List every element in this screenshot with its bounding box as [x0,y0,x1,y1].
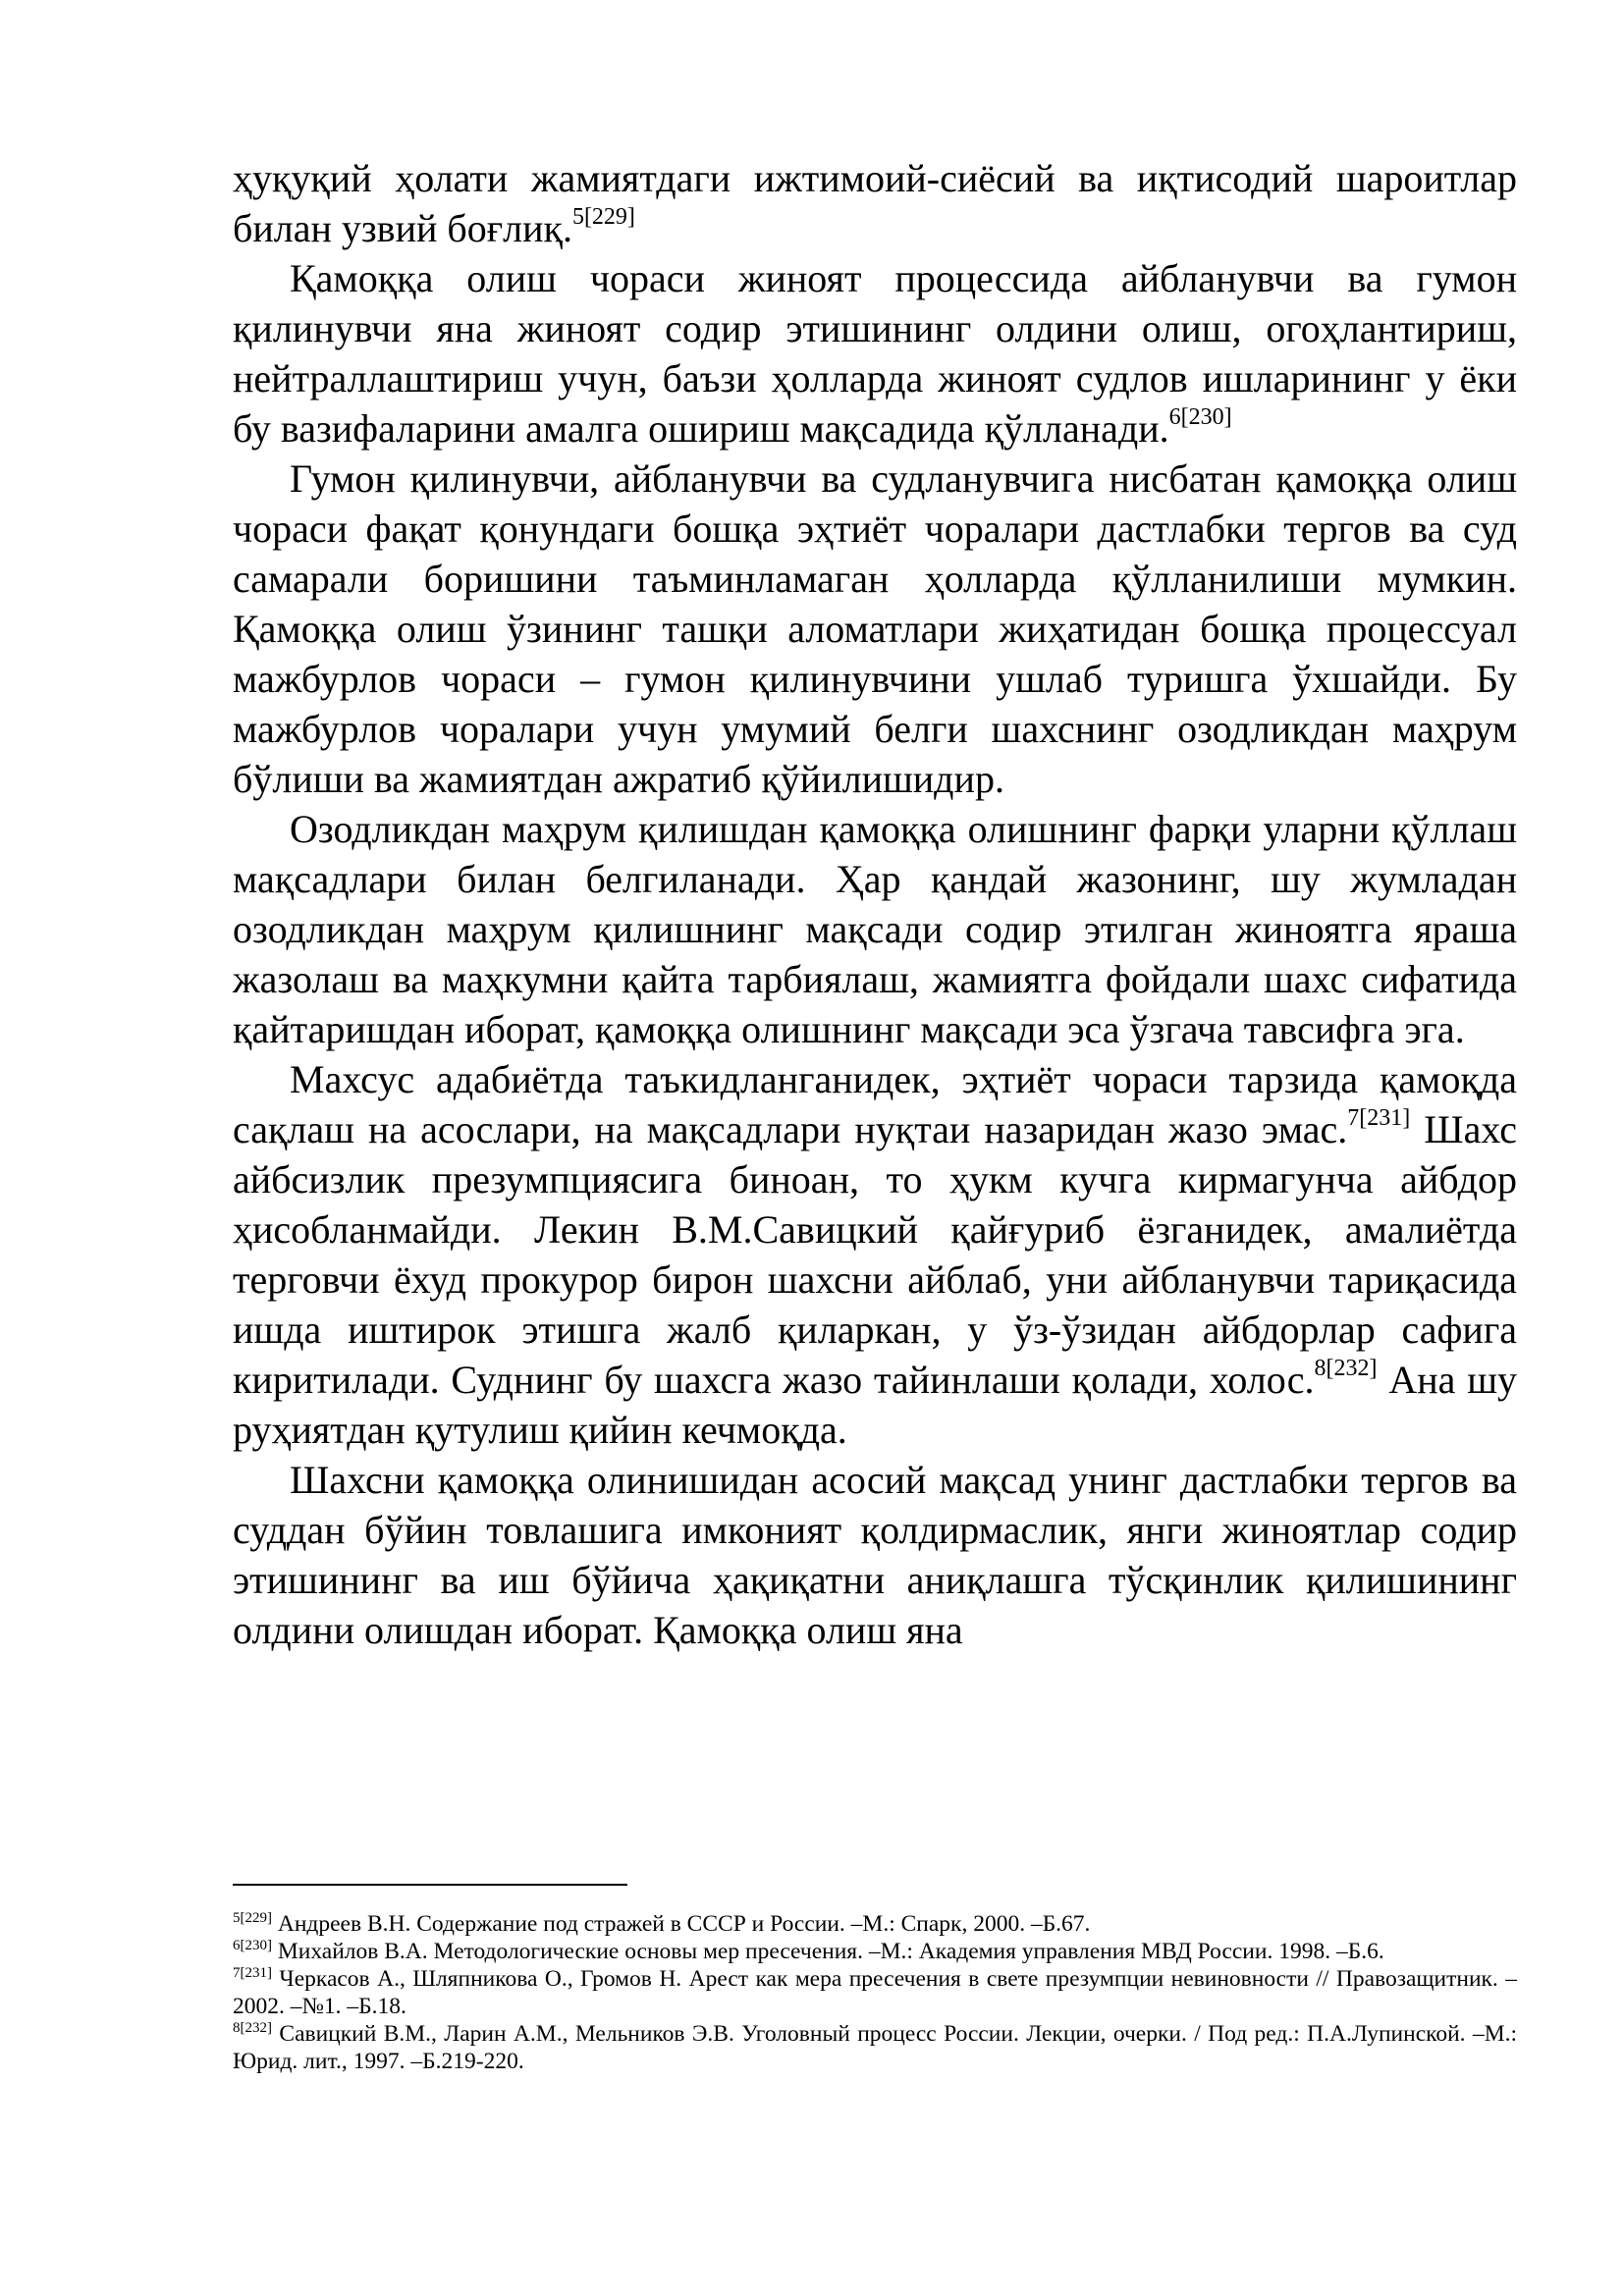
footnote-text: Черкасов А., Шляпникова О., Громов Н. Арест как мера пресечения в свете презумпции невиновности // Правозащитник. –2002. –№1. –Б.18. [233,1966,1517,2019]
paragraph [233,1455,1517,1655]
footnote-text: Андреев В.Н. Содержание под стражей в СССР и России. –М.: Спарк, 2000. –Б.67. [272,1911,1091,1937]
footnote-number: 7[231] [233,1965,272,1982]
body-text [233,153,1517,1655]
footnotes [233,1910,1517,2075]
paragraph [233,1054,1517,1455]
footnote-reference[interactable]: 5[229] [571,203,635,230]
footnote-text: Савицкий В.М., Ларин А.М., Мельников Э.В. Уголовный процесс России. Лекции, очерки. / Под ред.: П.А.Лупинской. –М.: Юрид. лит., 1997. –Б.219-220. [233,2021,1517,2074]
paragraph-text: Шахс айбсизлик презумпциясига биноан, то ҳукм кучга кирмагунча айбдор ҳисобланмайди. Лекин В.М.Савицкий қайғуриб ёзганидек, амалиётда терговчи ёхуд прокурор бирон шахсни айблаб, уни айбланувчи тариқасида ишда иштирок этишга жалб қиларкан, у ўз-ўзидан айбдорлар сафига киритилади. Суднинг бу шахсга жазо тайинлаши қолади, холос. [233,1107,1517,1402]
footnote [233,1965,1517,2020]
footnote-reference[interactable]: 6[230] [1168,403,1232,430]
paragraph-text: Ана шу руҳиятдан қутулиш қийин кечмоқда. [233,1358,1517,1452]
footnote-number: 8[232] [233,2020,272,2037]
footnote-separator [233,1884,627,1886]
paragraph-text: Махсус адабиётда таъкидланганидек, эҳтиёт чораси тарзида қамоқда сақлаш на асослари, на мақсадлари нуқтаи назаридан жазо эмас. [233,1057,1517,1151]
paragraph-text: Озодликдан маҳрум қилишдан қамоққа олишнинг фарқи уларни қўллаш мақсадлари билан белгиланади. Ҳар қандай жазонинг, шу жумладан озодликдан маҳрум қилишнинг мақсади содир этилган жиноятга яраша жазолаш ва маҳкумни қайта тарбиялаш, жамиятга фойдали шахс сифатида қайтаришдан иборат, қамоққа олишнинг мақсади эса ўзгача тавсифга эга. [233,807,1517,1051]
footnote-number: 6[230] [233,1938,272,1954]
footnote [233,2020,1517,2075]
footnote [233,1910,1517,1938]
footnote-number: 5[229] [233,1910,272,1927]
paragraph-text: Шахсни қамоққа олинишидан асосий мақсад унинг дастлабки тергов ва суддан бўйин товлашига имконият қолдирмаслик, янги жиноятлар содир этишининг ва иш бўйича ҳақиқатни аниқлашга тўсқинлик қилишининг олдини олишдан иборат. Қамоққа олиш яна [233,1458,1517,1652]
paragraph [233,153,1517,253]
paragraph-text: Қамоққа олиш чораси жиноят процессида айбланувчи ва гумон қилинувчи яна жиноят содир этишининг олдини олиш, огоҳлантириш, нейтраллаштириш учун, баъзи ҳолларда жиноят судлов ишларининг у ёки бу вазифаларини амалга ошириш мақсадида қўлланади. [233,256,1517,451]
footnote-reference[interactable]: 7[231] [1347,1104,1411,1131]
paragraph [233,253,1517,454]
footnote-text: Михайлов В.А. Методологические основы мер пресечения. –М.: Академия управления МВД России. 1998. –Б.6. [272,1939,1384,1964]
paragraph [233,804,1517,1054]
paragraph-text: ҳуқуқий ҳолати жамиятдаги ижтимоий-сиёсий ва иқтисодий шароитлар билан узвий боғлиқ. [233,156,1517,250]
paragraph [233,454,1517,804]
footnote [233,1938,1517,1965]
paragraph-text: Гумон қилинувчи, айбланувчи ва судланувчига нисбатан қамоққа олиш чораси фақат қонундаги бошқа эҳтиёт чоралари дастлабки тергов ва суд самарали боришини таъминламаган ҳолларда қўлланилиши мумкин. Қамоққа олиш ўзининг ташқи аломатлари жиҳатидан бошқа процессуал мажбурлов чораси – гумон қилинувчини ушлаб туришга ўхшайди. Бу мажбурлов чоралари учун умумий белги шахснинг озодликдан маҳрум бўлиши ва жамиятдан ажратиб қўйилишидир. [233,456,1517,801]
footnote-reference[interactable]: 8[232] [1314,1355,1378,1381]
